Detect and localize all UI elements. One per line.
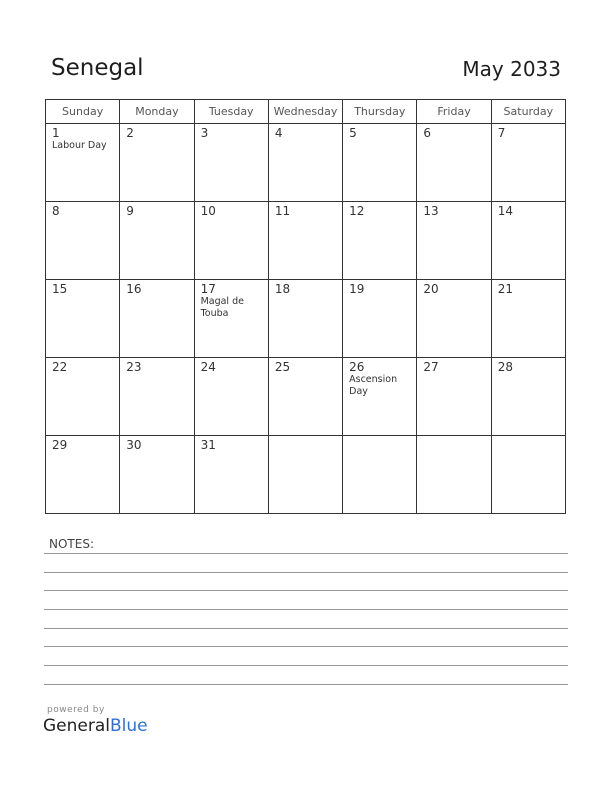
- day-number: 11: [274, 204, 291, 218]
- calendar-grid: [45, 99, 566, 514]
- day-cell: [46, 280, 120, 358]
- day-cell: [46, 436, 120, 514]
- day-cell: [491, 358, 565, 436]
- day-number: 1: [52, 126, 60, 140]
- day-number: 28: [497, 360, 513, 374]
- day-cell: [491, 202, 565, 280]
- day-number: 25: [274, 360, 291, 374]
- week-row: [46, 124, 566, 202]
- day-number: 14: [497, 204, 513, 218]
- note-line: [44, 553, 568, 554]
- day-cell: [194, 436, 268, 514]
- day-cell: [268, 358, 342, 436]
- day-number: 30: [126, 438, 142, 452]
- day-cell: [491, 124, 565, 202]
- day-number: 6: [423, 126, 432, 140]
- day-cell: [491, 280, 565, 358]
- country-title: Senegal: [51, 55, 144, 81]
- day-number: 12: [349, 204, 365, 218]
- week-row: [46, 436, 566, 514]
- weekday-friday: Friday: [417, 100, 491, 124]
- day-number: 16: [126, 282, 142, 296]
- day-cell: [268, 202, 342, 280]
- note-line: [44, 609, 568, 610]
- weekday-monday: Monday: [120, 100, 194, 124]
- holiday-label: Magal de Touba: [200, 296, 244, 319]
- day-cell: [343, 358, 417, 436]
- day-cell: [417, 202, 491, 280]
- day-cell: [46, 358, 120, 436]
- day-cell: [194, 124, 268, 202]
- day-cell: [343, 124, 417, 202]
- note-line: [44, 572, 568, 573]
- day-number: 2: [126, 126, 134, 140]
- brand-general: General: [43, 716, 110, 736]
- holiday-label: Labour Day: [52, 140, 107, 151]
- day-cell: [268, 124, 342, 202]
- day-cell: [417, 358, 491, 436]
- generalblue-logo[interactable]: [43, 716, 148, 736]
- day-number: 4: [274, 126, 283, 140]
- day-number: 27: [423, 360, 439, 374]
- day-number: 7: [497, 126, 506, 140]
- day-number: 29: [52, 438, 68, 452]
- day-number: 13: [423, 204, 439, 218]
- day-number: 5: [349, 126, 357, 140]
- day-cell-empty: [491, 436, 565, 514]
- day-cell: [120, 280, 194, 358]
- day-number: 10: [200, 204, 216, 218]
- day-cell: [194, 358, 268, 436]
- day-number: 19: [349, 282, 365, 296]
- note-line: [44, 590, 568, 591]
- weekday-thursday: Thursday: [343, 100, 417, 124]
- notes-label: NOTES:: [49, 537, 94, 551]
- day-number: 21: [497, 282, 513, 296]
- day-cell: [120, 358, 194, 436]
- week-row: [46, 358, 566, 436]
- day-cell: [343, 202, 417, 280]
- day-cell: [46, 202, 120, 280]
- day-cell: [417, 280, 491, 358]
- note-line: [44, 628, 568, 629]
- day-cell: [194, 202, 268, 280]
- weekday-wednesday: Wednesday: [268, 100, 342, 124]
- day-cell-empty: [343, 436, 417, 514]
- day-number: 17: [200, 282, 216, 296]
- day-cell: [46, 124, 120, 202]
- note-line: [44, 646, 568, 647]
- note-line: [44, 665, 568, 666]
- week-row: [46, 202, 566, 280]
- day-cell: [268, 280, 342, 358]
- day-number: 3: [200, 126, 209, 140]
- holiday-label: Ascension Day: [349, 374, 398, 397]
- week-row: [46, 280, 566, 358]
- day-cell-empty: [268, 436, 342, 514]
- day-cell: [194, 280, 268, 358]
- day-number: 15: [52, 282, 68, 296]
- powered-by-text: powered by: [47, 705, 105, 715]
- note-line: [44, 684, 568, 685]
- day-number: 23: [126, 360, 142, 374]
- day-cell: [120, 436, 194, 514]
- day-number: 8: [52, 204, 60, 218]
- day-number: 26: [349, 360, 365, 374]
- day-number: 18: [274, 282, 291, 296]
- day-cell: [120, 202, 194, 280]
- weekday-header-row: [46, 100, 566, 124]
- day-number: 20: [423, 282, 439, 296]
- weekday-tuesday: Tuesday: [194, 100, 268, 124]
- day-number: 31: [200, 438, 216, 452]
- weekday-saturday: Saturday: [491, 100, 565, 124]
- day-number: 9: [126, 204, 134, 218]
- day-cell: [417, 124, 491, 202]
- day-cell: [120, 124, 194, 202]
- weekday-sunday: Sunday: [46, 100, 120, 124]
- brand-blue: Blue: [110, 716, 148, 736]
- day-cell: [343, 280, 417, 358]
- day-number: 24: [200, 360, 216, 374]
- day-cell-empty: [417, 436, 491, 514]
- day-number: 22: [52, 360, 68, 374]
- month-year-title: May 2033: [462, 57, 561, 81]
